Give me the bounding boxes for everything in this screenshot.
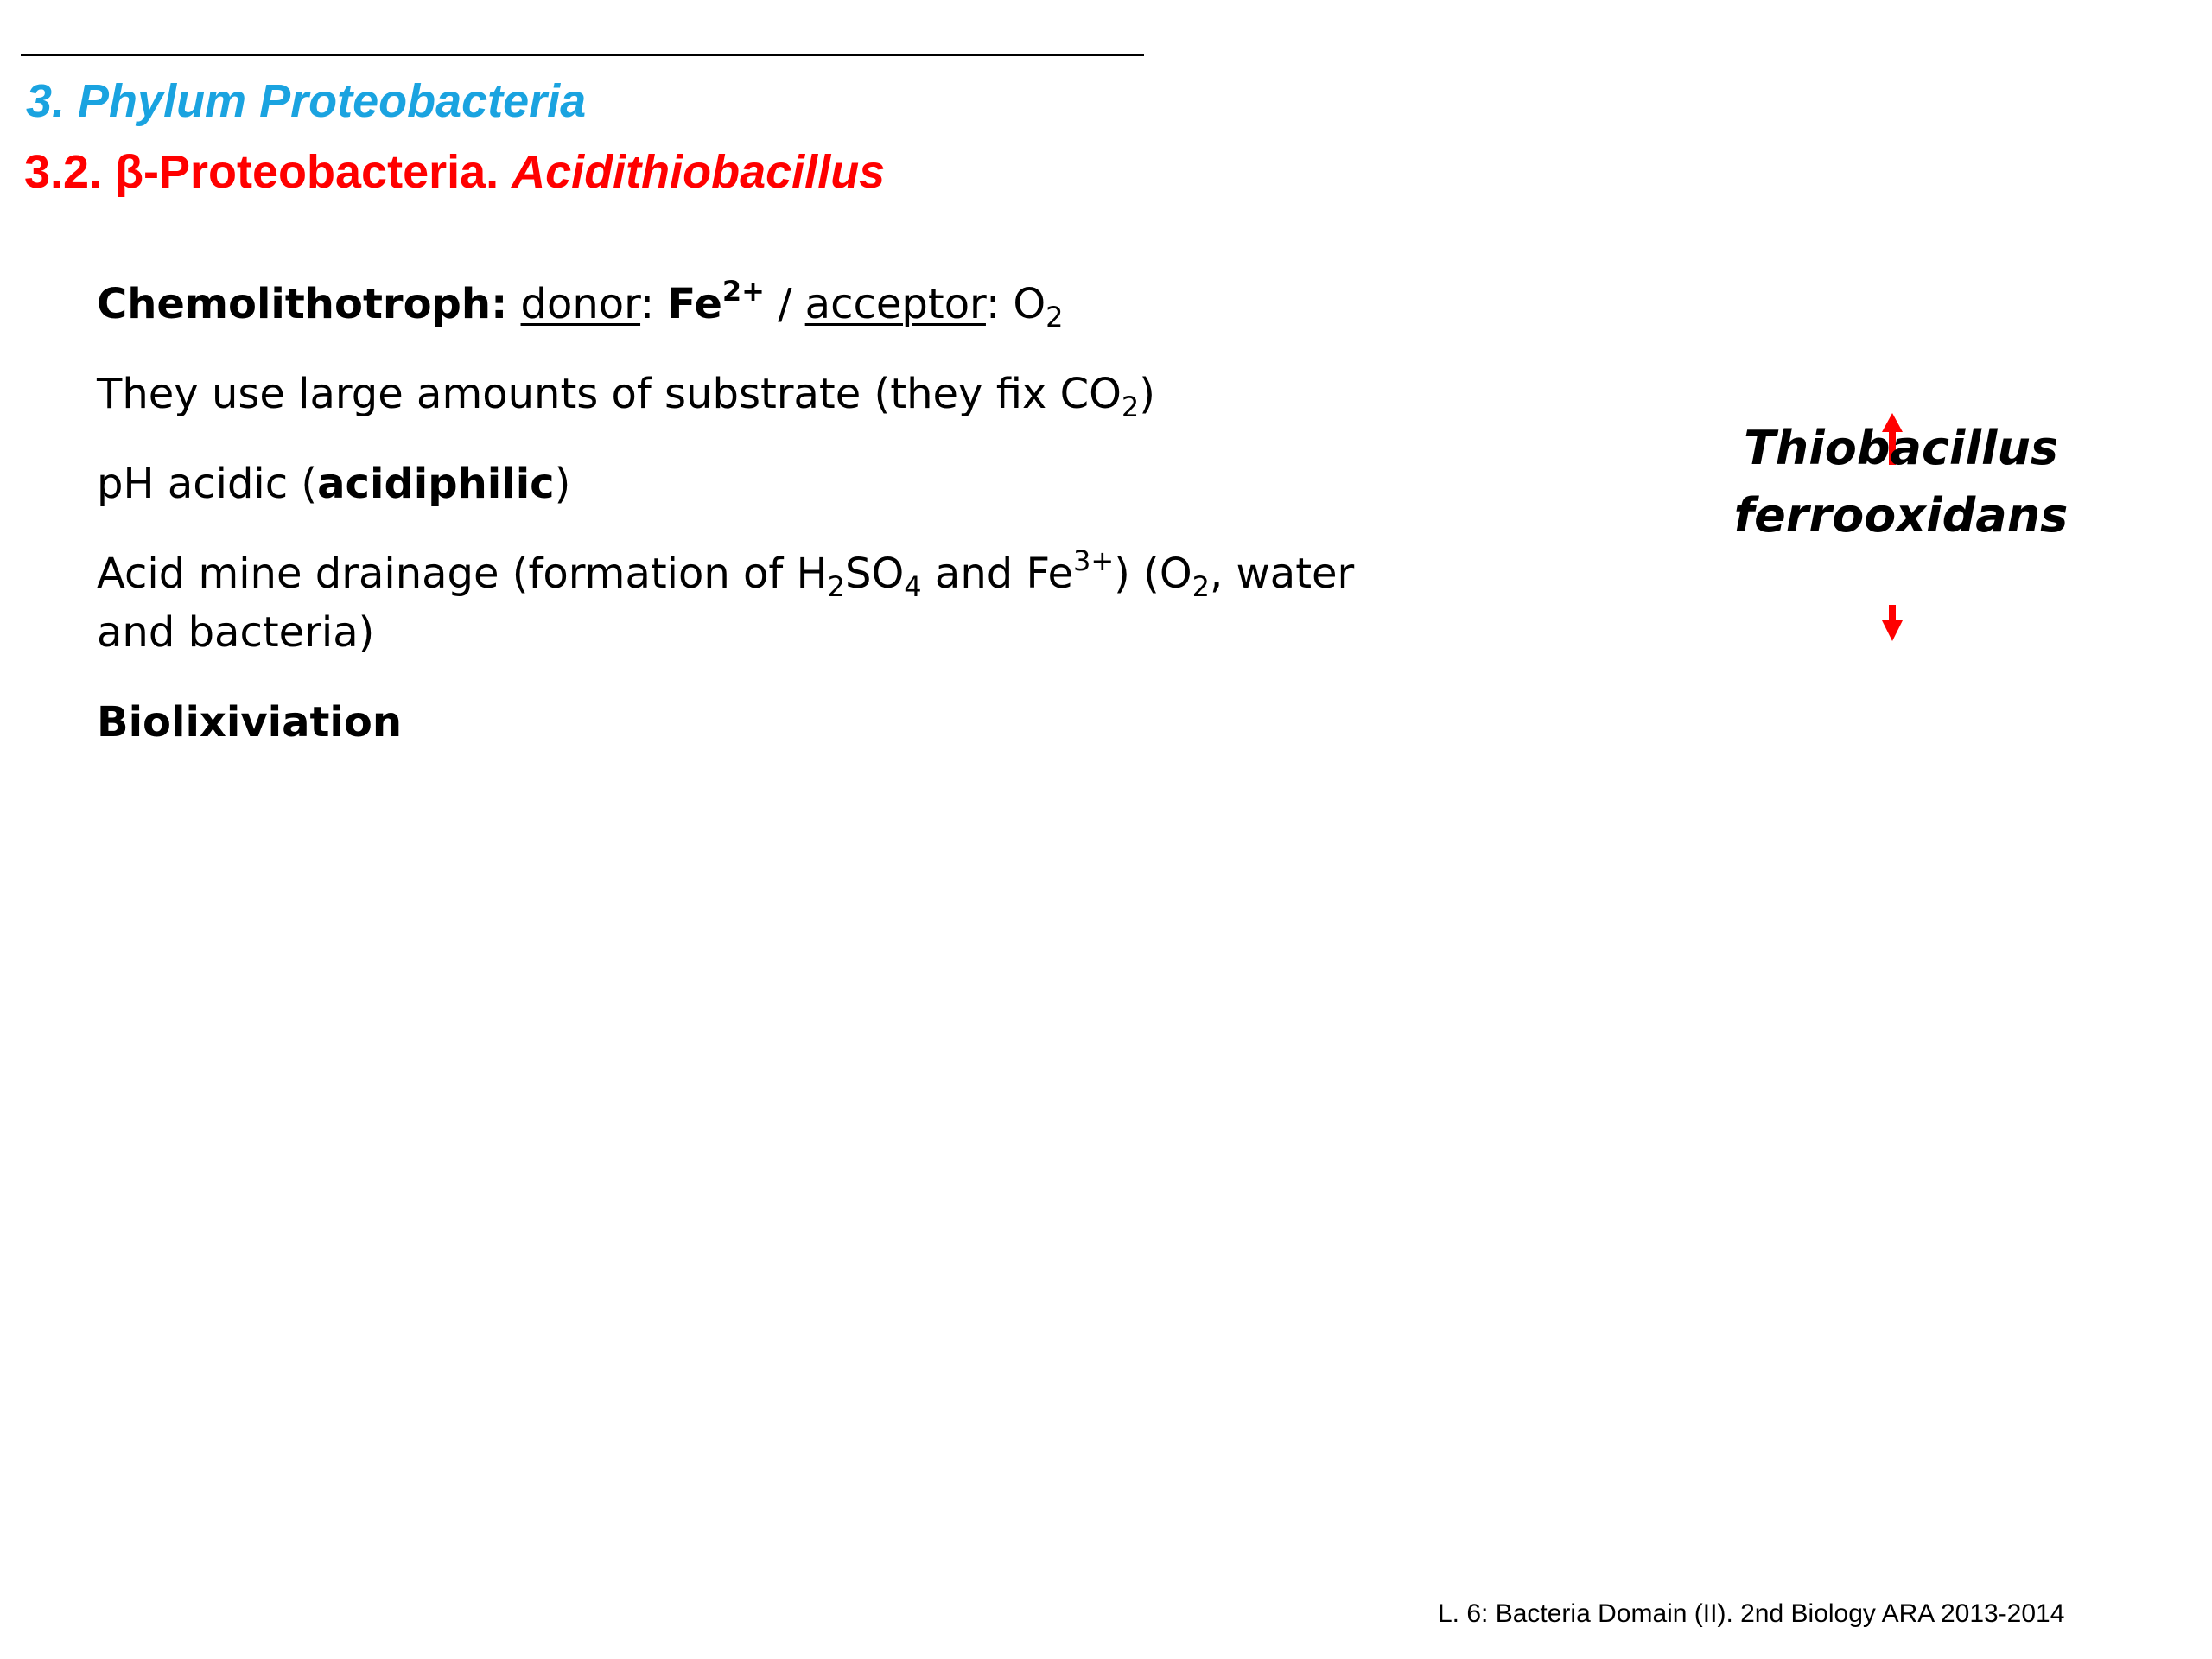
subtitle-genus: Acidithiobacillus [512,146,886,198]
subtitle-prefix: 3.2. β-Proteobacteria. [24,146,512,198]
acceptor-value: O [1013,280,1046,328]
top-rule [21,54,1144,56]
bullet-1-lead: Chemolithotroph: [97,280,508,328]
bullet-4-t4: ) (O [1114,550,1192,598]
bullet-5-text: Biolixiviation [97,698,403,747]
arrow-down-icon [1882,605,1903,641]
bullet-3-text: pH acidic ( [97,460,318,508]
bullet-4-s3: 2 [1192,570,1211,603]
donor-value: Fe [667,280,722,328]
bullet-acid-mine [97,544,1445,662]
slide-footer: L. 6: Bacteria Domain (II). 2nd Biology ARA 2013-2014 [1438,1599,2065,1628]
donor-colon: : [640,280,655,328]
donor-charge: 2+ [721,275,765,308]
bullet-2-subscript: 2 [1121,391,1140,423]
bullet-3-end: ) [554,460,571,508]
species-label [1694,415,2108,550]
acceptor-label: acceptor [804,280,986,328]
bullet-chemolithotroph [97,275,1445,334]
acceptor-subscript: 2 [1046,301,1064,334]
species-genus: Thiobacillus [1743,421,2059,475]
bullet-2-end: ) [1139,370,1155,418]
bullet-4-t3: and Fe [921,550,1073,598]
bullet-4-p1: 3+ [1072,544,1115,577]
bullet-4-s1: 2 [827,570,846,603]
bullet-ph [97,454,1445,513]
acceptor-colon: : [985,280,1001,328]
bullet-4-s2: 4 [904,570,922,603]
species-epithet: ferrooxidans [1733,488,2069,543]
donor-label: donor [520,280,641,328]
bullet-biolixiviation [97,693,1445,752]
bullet-3-bold: acidiphilic [317,460,555,508]
bullet-4-t1: Acid mine drainage (formation of H [97,550,828,598]
page-subtitle [24,142,885,202]
bullet-4-t5: , water and bacteria) [97,550,1355,657]
donor-acceptor-separator: / [778,280,792,328]
page-title: 3. Phylum Proteobacteria [26,75,587,127]
bullet-4-t2: SO [845,550,905,598]
bullet-2-text: They use large amounts of substrate (they fix CO [97,370,1122,418]
bullet-list [97,275,1445,783]
bullet-substrate [97,365,1445,423]
